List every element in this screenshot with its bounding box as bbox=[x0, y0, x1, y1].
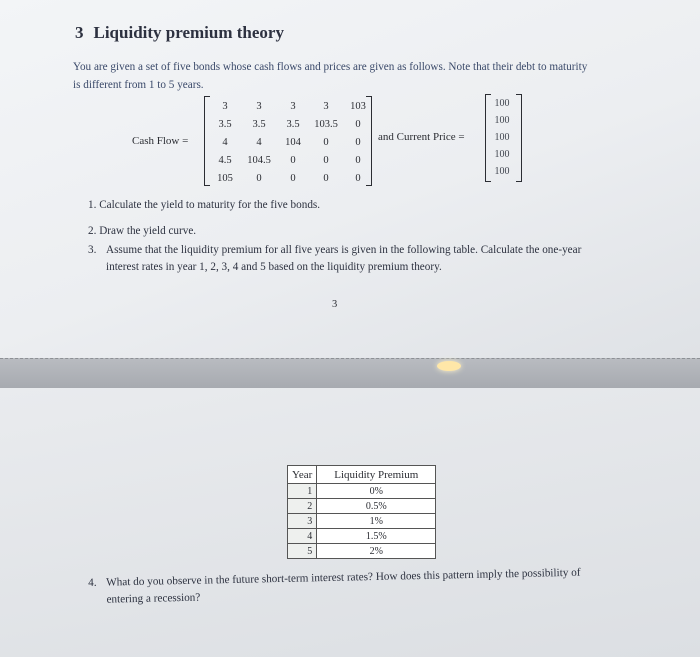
year-cell: 1 bbox=[288, 484, 317, 499]
price-right-bracket bbox=[516, 94, 522, 182]
table-row bbox=[288, 544, 436, 559]
question-number: 3. bbox=[88, 244, 97, 256]
matrix-left-bracket bbox=[204, 96, 210, 186]
matrix-cell: 3.5 bbox=[252, 118, 266, 130]
matrix-cell: 4 bbox=[256, 136, 262, 148]
premium-cell: 1% bbox=[317, 514, 436, 529]
year-cell: 3 bbox=[288, 514, 317, 529]
question-number: 2. bbox=[88, 225, 97, 237]
table-row bbox=[288, 499, 436, 514]
matrix-cell: 3 bbox=[323, 100, 329, 112]
matrix-cell: 0 bbox=[355, 118, 361, 130]
matrix-cell: 0 bbox=[355, 136, 361, 148]
current-price-label: and Current Price = bbox=[378, 131, 465, 143]
question-number: 4. bbox=[88, 576, 97, 589]
premium-cell: 0.5% bbox=[317, 499, 436, 514]
matrix-cell: 4.5 bbox=[218, 154, 232, 166]
price-value: 100 bbox=[494, 115, 510, 126]
cash-flow-label: Cash Flow = bbox=[132, 135, 189, 147]
section-number: 3 bbox=[75, 23, 84, 42]
matrix-row bbox=[211, 151, 371, 169]
matrix-cell: 0 bbox=[256, 172, 262, 184]
matrix-cell: 3 bbox=[290, 100, 296, 112]
table-header: Year bbox=[288, 466, 317, 484]
matrix-cell: 103.5 bbox=[314, 118, 338, 130]
matrix-cell: 105 bbox=[217, 172, 233, 184]
price-value: 100 bbox=[494, 98, 510, 109]
light-glare bbox=[437, 361, 461, 371]
question-number: 1. bbox=[88, 199, 97, 211]
matrix-cell: 104 bbox=[285, 136, 301, 148]
table-header: Liquidity Premium bbox=[317, 466, 436, 484]
table-row bbox=[288, 484, 436, 499]
cash-flow-matrix bbox=[211, 97, 371, 187]
premium-cell: 2% bbox=[317, 544, 436, 559]
question-text: Calculate the yield to maturity for the five bonds. bbox=[99, 199, 321, 211]
question-text: What do you observe in the future short-term interest rates? How does this pattern imply the possibility of entering a recession? bbox=[106, 566, 581, 606]
year-cell: 4 bbox=[288, 529, 317, 544]
question-3 bbox=[88, 242, 608, 276]
page-edge bbox=[0, 358, 700, 363]
price-vector bbox=[489, 95, 515, 180]
section-title bbox=[75, 23, 284, 43]
premium-cell: 0% bbox=[317, 484, 436, 499]
table-row bbox=[288, 529, 436, 544]
question-text: Draw the yield curve. bbox=[99, 225, 197, 237]
matrix-row bbox=[211, 169, 371, 187]
matrix-row bbox=[211, 97, 371, 115]
matrix-cell: 3.5 bbox=[218, 118, 232, 130]
matrix-cell: 104.5 bbox=[247, 154, 271, 166]
section-title-text: Liquidity premium theory bbox=[93, 23, 284, 42]
matrix-cell: 3.5 bbox=[286, 118, 300, 130]
matrix-row bbox=[211, 115, 371, 133]
matrix-cell: 4 bbox=[222, 136, 228, 148]
year-cell: 2 bbox=[288, 499, 317, 514]
matrix-cell: 0 bbox=[323, 136, 329, 148]
matrix-cell: 3 bbox=[222, 100, 228, 112]
price-value: 100 bbox=[494, 132, 510, 143]
matrix-row bbox=[211, 133, 371, 151]
matrix-cell: 0 bbox=[323, 172, 329, 184]
liquidity-premium-table bbox=[287, 465, 436, 559]
price-value: 100 bbox=[494, 149, 510, 160]
intro-paragraph: You are given a set of five bonds whose cash flows and prices are given as follows. Note that their debt to maturity is different from 1 to 5 years. bbox=[73, 61, 588, 91]
question-1 bbox=[88, 197, 588, 214]
matrix-cell: 103 bbox=[350, 100, 366, 112]
premium-cell: 1.5% bbox=[317, 529, 436, 544]
question-text: Assume that the liquidity premium for all five years is given in the following table. Calculate the one-year interest rates in year 1, 2, 3, 4 and 5 based on the liquidity premium theory. bbox=[106, 244, 582, 273]
price-value: 100 bbox=[494, 166, 510, 177]
table-row bbox=[288, 514, 436, 529]
table-header-row bbox=[288, 466, 436, 484]
question-2 bbox=[88, 223, 588, 240]
matrix-cell: 0 bbox=[355, 172, 361, 184]
matrix-cell: 0 bbox=[355, 154, 361, 166]
matrix-cell: 0 bbox=[323, 154, 329, 166]
matrix-cell: 0 bbox=[290, 172, 296, 184]
year-cell: 5 bbox=[288, 544, 317, 559]
matrix-cell: 3 bbox=[256, 100, 262, 112]
matrix-cell: 0 bbox=[290, 154, 296, 166]
page-number: 3 bbox=[332, 299, 338, 310]
